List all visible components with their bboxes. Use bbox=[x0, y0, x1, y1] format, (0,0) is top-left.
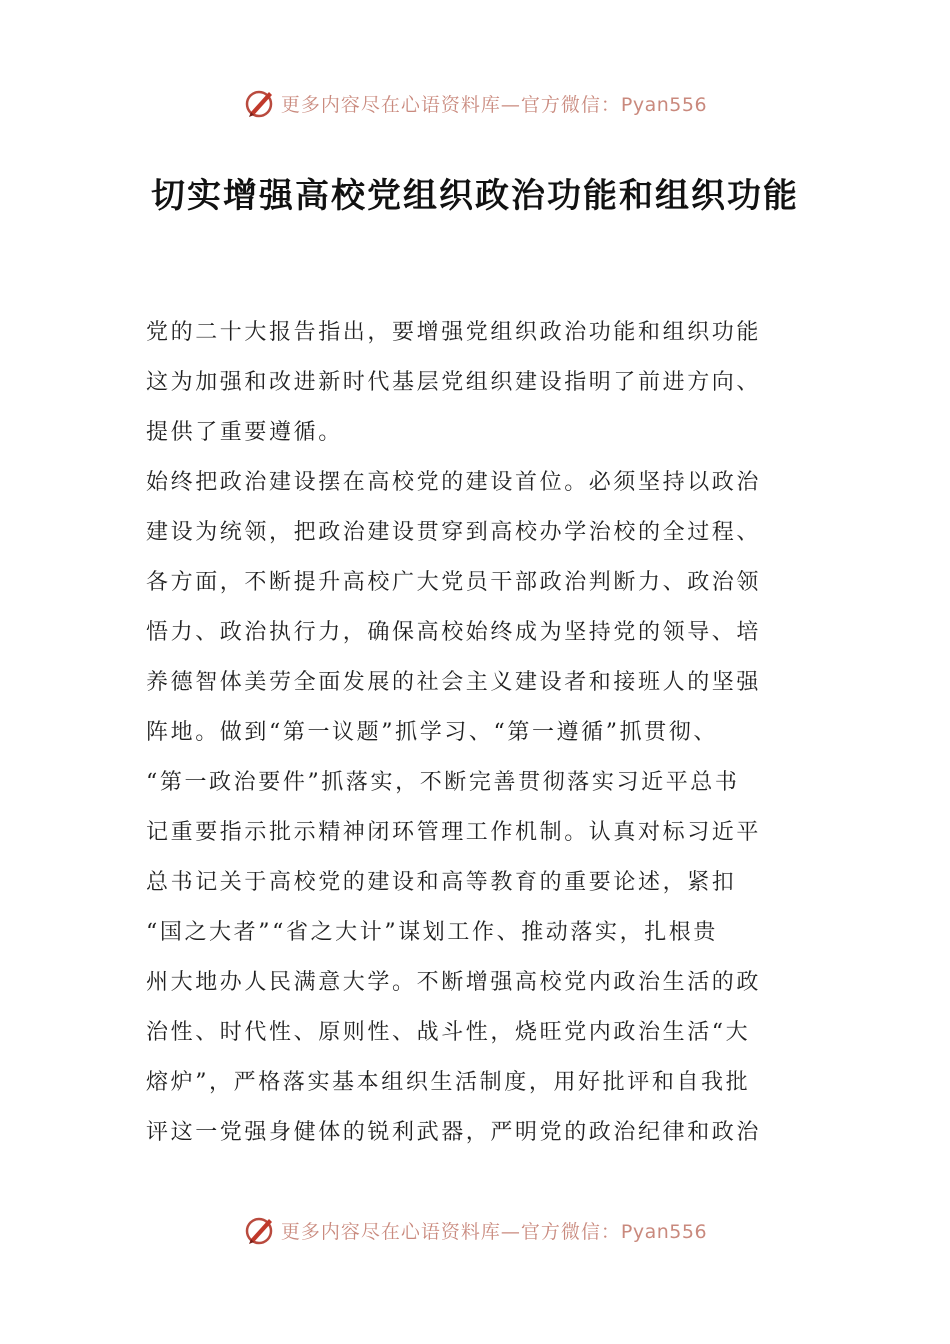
text-line: 建设为统领，把政治建设贯穿到高校办学治校的全过程、 bbox=[146, 520, 762, 545]
header-banner bbox=[0, 83, 950, 123]
text-line: 治性、时代性、原则性、战斗性，烧旺党内政治生活“大 bbox=[146, 1020, 751, 1045]
text-line: 各方面，不断提升高校广大党员干部政治判断力、政治领 bbox=[146, 570, 762, 595]
text-line: 这为加强和改进新时代基层党组织建设指明了前进方向、 bbox=[146, 370, 762, 395]
wechat-id: Pyan556 bbox=[620, 93, 708, 116]
banner-label: 更多内容尽在心语资料库—官方微信： bbox=[280, 93, 621, 116]
text-line: 党的二十大报告指出，要增强党组织政治功能和组织功能 bbox=[146, 320, 762, 345]
banner-text bbox=[281, 1217, 707, 1244]
banner-label: 更多内容尽在心语资料库—官方微信： bbox=[280, 1220, 621, 1243]
banner-text bbox=[281, 90, 707, 117]
pen-circle-icon bbox=[243, 86, 277, 120]
text-line: 阵地。做到“第一议题”抓学习、“第一遵循”抓贯彻、 bbox=[146, 720, 718, 745]
footer-banner bbox=[0, 1210, 950, 1250]
text-line: 提供了重要遵循。 bbox=[146, 420, 343, 445]
text-line: “第一政治要件”抓落实，不断完善贯彻落实习近平总书 bbox=[146, 770, 740, 795]
paragraph-2 bbox=[146, 458, 808, 1158]
text-line: “国之大者”“省之大计”谋划工作、推动落实，扎根贵 bbox=[146, 920, 718, 945]
text-line: 养德智体美劳全面发展的社会主义建设者和接班人的坚强 bbox=[146, 670, 762, 695]
text-line: 评这一党强身健体的锐利武器，严明党的政治纪律和政治 bbox=[146, 1120, 762, 1145]
text-line: 熔炉”，严格落实基本组织生活制度，用好批评和自我批 bbox=[146, 1070, 751, 1095]
text-line: 悟力、政治执行力，确保高校始终成为坚持党的领导、培 bbox=[146, 620, 762, 645]
pen-circle-icon bbox=[243, 1213, 277, 1247]
text-line: 始终把政治建设摆在高校党的建设首位。必须坚持以政治 bbox=[146, 470, 762, 495]
document-body bbox=[146, 308, 808, 1158]
text-line: 总书记关于高校党的建设和高等教育的重要论述，紧扣 bbox=[146, 870, 737, 895]
text-line: 记重要指示批示精神闭环管理工作机制。认真对标习近平 bbox=[146, 820, 762, 845]
text-line: 州大地办人民满意大学。不断增强高校党内政治生活的政 bbox=[146, 970, 762, 995]
paragraph-1 bbox=[146, 308, 808, 458]
document-title: 切实增强高校党组织政治功能和组织功能 bbox=[151, 176, 799, 216]
wechat-id: Pyan556 bbox=[620, 1220, 708, 1243]
